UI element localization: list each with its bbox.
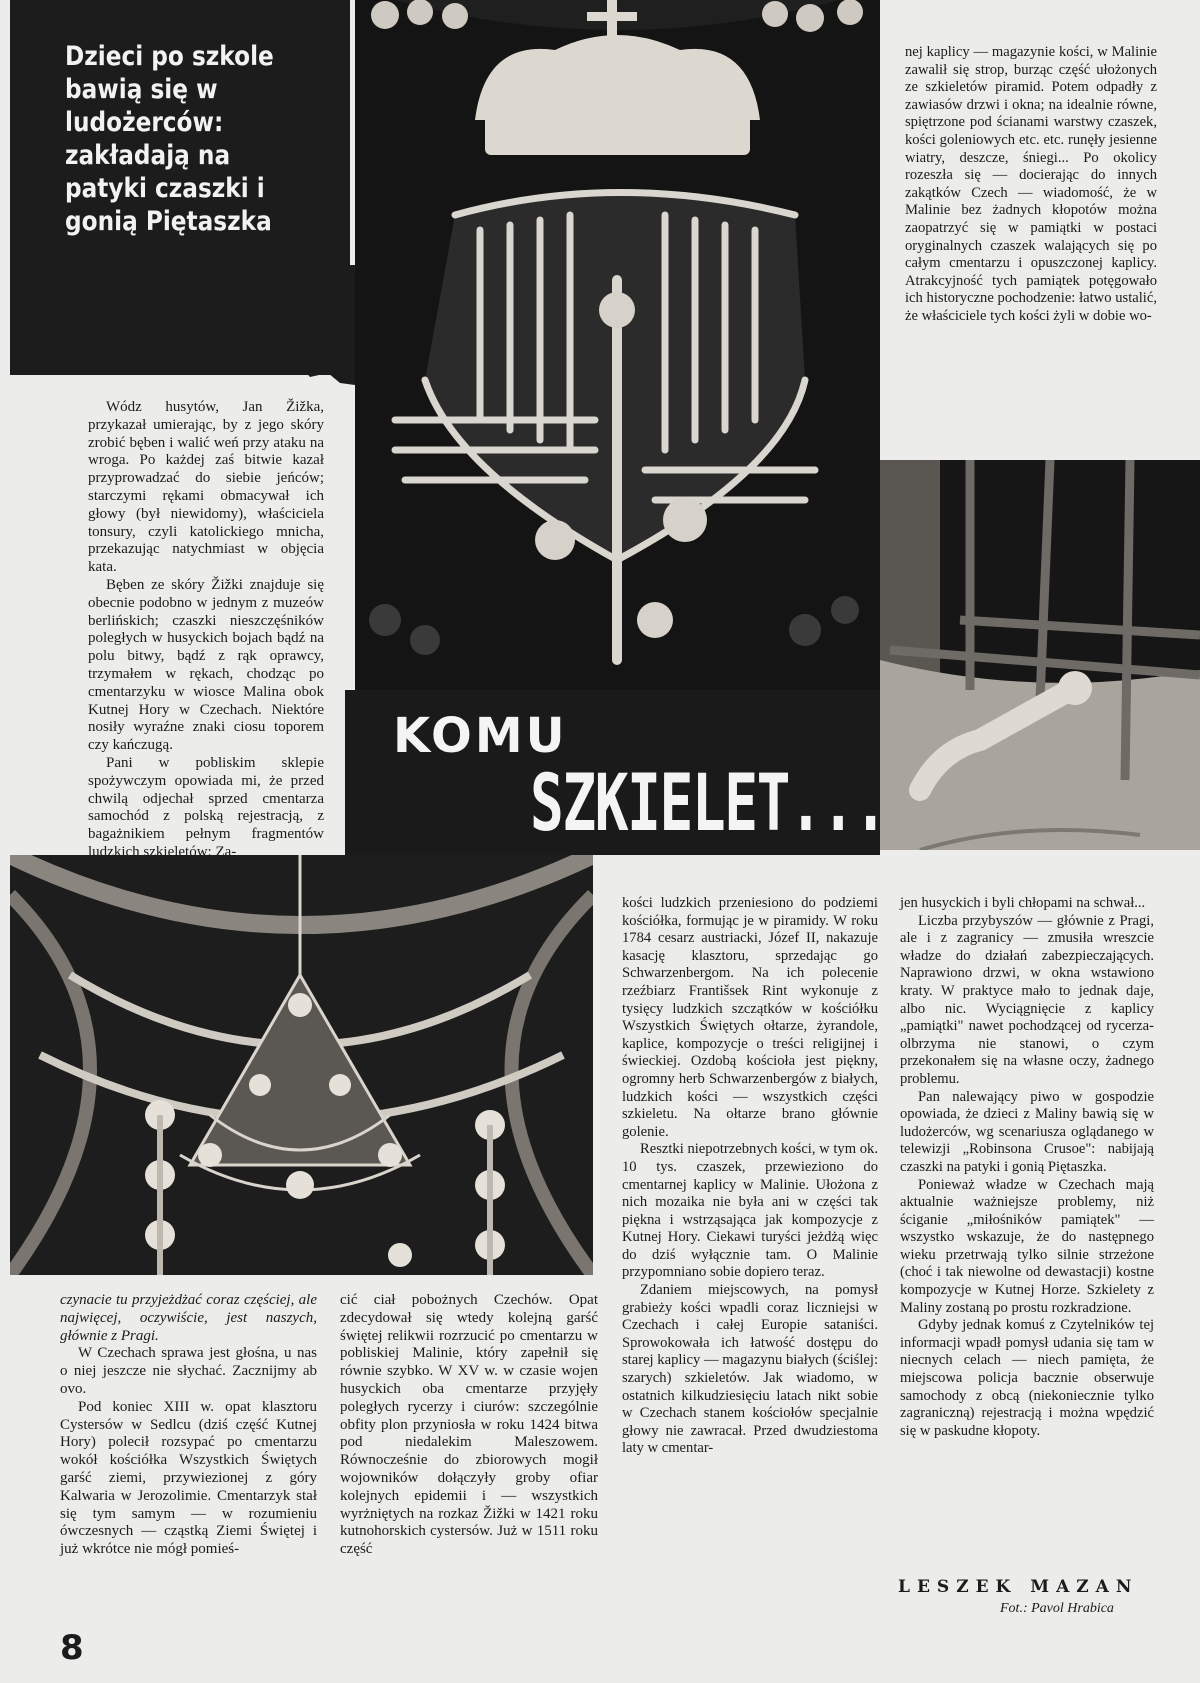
paragraph: jen husyckich i byli chłopami na schwał... bbox=[900, 895, 1146, 911]
paragraph: W Czechach sprawa jest głośna, u nas o niej jeszcze nie słychać. Zacznijmy ab ovo. bbox=[60, 1345, 317, 1397]
paragraph: Liczba przybyszów — głównie z Pragi, ale i z zagranicy — zmusiła wreszcie władze do działań zabezpieczających. Naprawiono drzwi, w okna wstawiono kraty. W praktyce mało to jednak daje, albo nic. Wyciągnięcie z kaplicy „pamiątki" nawet pochodzącej od rycerza-olbrzyma nie stanowi, o czym przekonałem się na własne oczy, żadnego problemu. bbox=[900, 912, 1154, 1087]
paragraph: Pani w pobliskim sklepie spożywczym opowiada mi, że przed chwilą odjechał sprzed cmentarza samochód z polską rejestracją, z bagażnikiem pełnym fragmentów ludzkich szkieletów: Za- bbox=[88, 754, 324, 860]
bottom-column-3 bbox=[622, 895, 878, 1458]
paragraph: cić ciał pobożnych Czechów. Opat zdecydował się wtedy kolejną garść świętej relikwii rozrzucić po cmentarzu w pobliskiej Malinie, który zapełnił się równie szybko. W XV w. w czasie wojen husyckich oba cmentarze przyjęły poległych rycerzy i ciurów: szczególnie obfity plon przyniosła w roku 1424 bitwa pod niedalekim Maleszowem. Równocześnie do zbiorowych mogił wojowników dołączyły groby ofiar kolejnych epidemii i — wszystkich wyrżniętych na rozkaz Žižki w 1421 roku kutnohorskich cystersów. Już w 1511 roku część bbox=[340, 1292, 598, 1558]
paragraph: Wódz husytów, Jan Žižka, przykazał umierając, by z jego skóry zrobić bęben i walić weń przy ataku na wroga. Po każdej zaś bitwie kazał przyprowadzać do siebie jeńców; starczymi rękami obmacywał ich głowy (był niewidomy), właściciela tonsury, czyli katolickiego mnicha, przekazując natychmiast w objęcia kata. bbox=[88, 399, 324, 576]
paragraph: kości ludzkich przeniesiono do podziemi kościółka, formując je w piramidy. W roku 1784 cesarz austriacki, Józef II, nakazuje kasację klasztoru, sprzedając go Schwarzenbergom. Na ich polecenie rzeźbiarz Františsek Rint wykonuje z tysięcy ludzkich szczątków w kościółku Wszystkich Świętych ołtarze, żyrandole, kaplice, kompozycje o treści religijnej i świeckiej. Ozdobą kościoła jest piękny, ogromny herb Schwarzenbergów z białych, ludzkich kości — wszystkich części szkieletu. Na ołtarze brano głównie golenie. bbox=[622, 895, 878, 1140]
chandelier-photo bbox=[10, 855, 593, 1275]
paragraph: Resztki niepotrzebnych kości, w tym ok. 10 tys. czaszek, przewieziono do cmentarnej kaplicy w Malinie. Ułożona z nich mozaika nie była ani w części tak piękna i wstrząsająca jak kompozycje z Kutnej Hory. Ciekawi turyści jeżdżą więc do dziś wyłącznie tam. O Malinie przypomniano sobie dopiero teraz. bbox=[622, 1141, 878, 1281]
author-name: LESZEK MAZAN bbox=[898, 1577, 1139, 1597]
torn-paper-edge bbox=[10, 265, 355, 415]
title-line-1: KOMU bbox=[393, 708, 568, 764]
bone-chandelier-image bbox=[10, 855, 593, 1275]
paragraph: Gdyby jednak komuś z Czytelników tej informacji wpadł pomysł udania się tam w niecnych celach — niech pamięta, że miejscowa policja bacznie obserwuje samochody z obcą (niekoniecznie tylko zagraniczną) rejestracją i można wpędzić się w paskudne kłopoty. bbox=[900, 1317, 1154, 1439]
bone-coat-of-arms-image bbox=[355, 0, 880, 690]
bars-and-bone-image bbox=[880, 460, 1200, 850]
intro-column bbox=[88, 399, 324, 862]
paragraph: Zdaniem miejscowych, na pomysł grabieży kości wpadli coraz liczniejsi w Czechach i całej Europie sataniści. Sprowokowała ich łatwość dostępu do starej kaplicy — magazynu białych (ściślej: szarych) szkieletów. Jak wiadomo, w ostatnich kilkudziesięciu latach nikt sobie w Czechach stanem kościołów specjalnie głowy nie zawracał. Przed dwudziestoma laty w cmentar- bbox=[622, 1282, 878, 1457]
headline: Dzieci po szkole bawią się w ludożerców: zakładają na patyki czaszki i gonią Piętaszka bbox=[65, 41, 274, 237]
window-bars-photo bbox=[880, 460, 1200, 850]
page-number: 8 bbox=[60, 1628, 84, 1668]
paragraph: Bęben ze skóry Žižki znajduje się obecnie podobno w jednym z muzeów berlińskich; czaszki nieszczęśników poległych w husyckich bojach bądź na polu bitwy, bądź z rąk oprawcy, trzymałem w rękach, chodząc po cmentarzyku w wiosce Malina obok Kutnej Hory w Czechach. Niektóre nosiły wyraźne znaki ciosu toporem czy kańczugą. bbox=[88, 576, 324, 754]
paragraph: Ponieważ władze w Czechach mają aktualnie ważniejsze problemy, niż ściganie „miłośników pamiątek" — wszystko wskazuje, że do następnego wieku przetrwają tylko silnie strzeżone (choć i tak niewolne od dewastacji) kostne kompozycje w Kutnej Horze. Szkielety z Maliny zostaną po prostu rozkradzione. bbox=[900, 1176, 1154, 1316]
paragraph: Pod koniec XIII w. opat klasztoru Cystersów w Sedlcu (dziś część Kutnej Hory) polecił rozsypać po cmentarzu wokół kościółka Wszystkich Świętych garść ziemi, przywiezionej z góry Kalwaria w Jerozolimie. Cmentarzyk stał się tym samym — w rozumieniu ówczesnych — cząstką Ziemi Świętej i już wkrótce nie mógł pomieś- bbox=[60, 1398, 317, 1558]
bottom-column-4 bbox=[900, 895, 1154, 1440]
coat-of-arms-photo bbox=[355, 0, 880, 690]
bottom-column-1 bbox=[60, 1292, 317, 1559]
paragraph: czynacie tu przyjeżdżać coraz częściej, ale najwięcej, oczywiście, jest naszych, głównie z Pragi. bbox=[60, 1292, 317, 1344]
photo-credit: Fot.: Pavol Hrabica bbox=[1000, 1601, 1114, 1616]
paragraph: nej kaplicy — magazynie kości, w Malinie zawalił się strop, burząc część ułożonych ze szkieletów piramid. Potem odpadły z zawiasów drzwi i okna; na idealnie równe, spiętrzone pod ścianami warstwy czaszek, kości goleniowych etc. etc. runęły jesienne wiatry, deszcze, śniegi... Po okolicy rozeszła się — docierając do innych zakątków Czech — wiadomość, że w Malinie bez żadnych kłopotów można zaopatrzyć się w pamiątki w postaci oryginalnych czaszek walających się po całym cmentarzu i opuszczonej kaplicy. Atrakcyjność tych pamiątek potęgowało ich historyczne pochodzenie: łatwo ustalić, że właściciele tych kości żyli w dobie wo- bbox=[905, 44, 1157, 324]
bottom-column-2 bbox=[340, 1292, 598, 1559]
paragraph: Pan nalewający piwo w gospodzie opowiada, że dzieci z Maliny bawią się w ludożerców, wg scenariusza oglądanego w telewizji „Robinsona Crusoe": nabijają czaszki na patyki i gonią Piętaszka. bbox=[900, 1088, 1154, 1175]
top-right-column bbox=[905, 44, 1157, 326]
title-line-2: SZKIELET... bbox=[530, 759, 887, 849]
